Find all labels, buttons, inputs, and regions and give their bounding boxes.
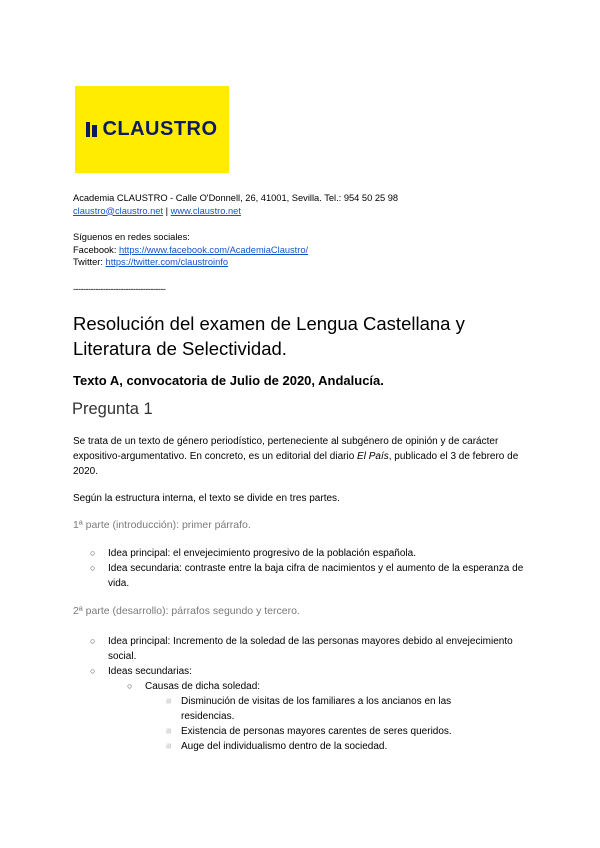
- hollow-bullet-icon: ○: [127, 681, 133, 691]
- list-item: ○ Idea principal: el envejecimiento progresivo de la población española.: [90, 548, 416, 559]
- list-item: ○ Ideas secundarias:: [90, 666, 192, 677]
- social-heading: Síguenos en redes sociales:: [73, 232, 190, 242]
- structure-paragraph: Según la estructura interna, el texto se divide en tres partes.: [73, 493, 340, 504]
- part1-heading: 1ª parte (introducción): primer párrafo.: [73, 519, 251, 531]
- part2-heading: 2ª parte (desarrollo): párrafos segundo y tercero.: [73, 605, 300, 617]
- question-heading: Pregunta 1: [72, 400, 153, 418]
- list-item: ◽ Existencia de personas mayores carentes de seres queridos.: [163, 726, 452, 737]
- claustro-logo-icon: [86, 122, 98, 137]
- contact-address: Academia CLAUSTRO - Calle O'Donnell, 26, 41001, Sevilla. Tel.: 954 50 25 98: [73, 193, 399, 203]
- intro-text-after: , publicado el 3 de febrero de 2020.: [73, 451, 519, 477]
- twitter-link[interactable]: https://twitter.com/claustroinfo: [105, 257, 229, 267]
- intro-text-before: Se trata de un texto de género periodístico, perteneciente al subgénero de opinión y de carácter expositivo-argumentativo. En concreto, es un editorial del diario: [73, 436, 499, 462]
- causes-sublist: [163, 694, 501, 754]
- document-subtitle: Texto A, convocatoria de Julio de 2020, Andalucía.: [73, 373, 384, 388]
- square-bullet-icon: ◽: [163, 741, 175, 751]
- list-item: ○ Idea secundaria: contraste entre la baja cifra de nacimientos y el aumento de la esperanza de vida.: [90, 563, 524, 589]
- contact-divider: |: [163, 205, 171, 216]
- part2-list: [90, 634, 528, 679]
- hollow-bullet-icon: ○: [90, 666, 96, 676]
- list-item: ○ Causas de dicha soledad:: [127, 681, 261, 692]
- square-bullet-icon: ◽: [163, 726, 175, 736]
- contact-links: [73, 205, 398, 218]
- causes-list: [127, 679, 535, 694]
- hollow-bullet-icon: ○: [90, 548, 96, 558]
- intro-newspaper-name: El País: [357, 451, 389, 462]
- logo-text: CLAUSTRO: [102, 118, 218, 140]
- facebook-link[interactable]: https://www.facebook.com/AcademiaClaustro/: [119, 244, 309, 255]
- list-item: ◽ Disminución de visitas de los familiares a los ancianos en las residencias.: [163, 696, 452, 722]
- list-item: ○ Idea principal: Incremento de la soledad de las personas mayores debido al envejecimiento social.: [90, 636, 513, 662]
- facebook-line: [73, 244, 308, 257]
- list-item: ◽ Auge del individualismo dentro de la sociedad.: [163, 741, 388, 752]
- claustro-logo: [75, 86, 229, 173]
- facebook-label: Facebook:: [73, 244, 119, 255]
- contact-block: [73, 192, 398, 217]
- hollow-bullet-icon: ○: [90, 636, 96, 646]
- social-block: [73, 231, 308, 269]
- hollow-bullet-icon: ○: [90, 563, 96, 573]
- document-title: Resolución del examen de Lengua Castellana y Literatura de Selectividad.: [73, 313, 465, 359]
- part1-list: [90, 546, 533, 591]
- web-link[interactable]: www.claustro.net: [170, 205, 241, 216]
- square-bullet-icon: ◽: [163, 696, 175, 706]
- email-link[interactable]: claustro@claustro.net: [73, 205, 164, 216]
- separator-line: -------------------------------------: [73, 284, 166, 294]
- twitter-line: [73, 256, 308, 269]
- intro-paragraph: [73, 434, 533, 479]
- twitter-label: Twitter:: [73, 257, 106, 267]
